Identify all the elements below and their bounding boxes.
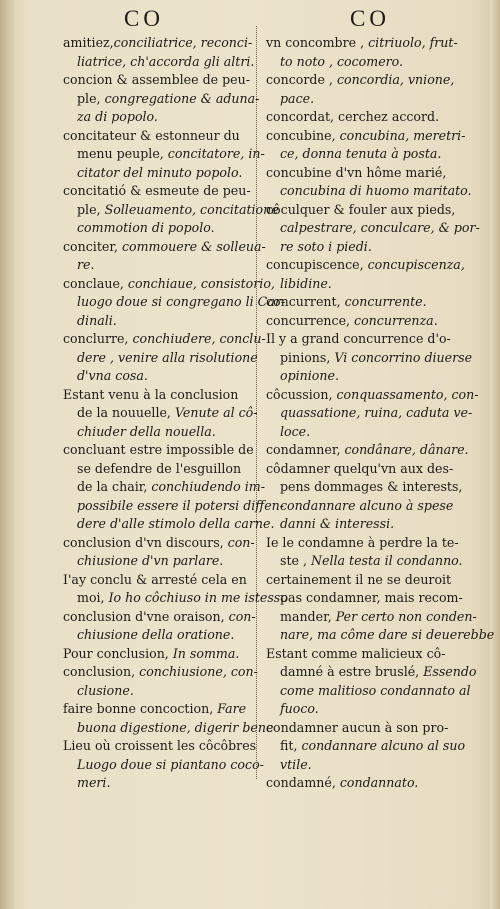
entry-line: [266, 386, 479, 405]
italian-translation: commouere & solleua-: [121, 238, 266, 254]
french-text: condamner aucun à son pro-: [266, 719, 449, 735]
french-text: Lieu où croissent les côcôbres: [63, 738, 257, 753]
italian-translation: Solleuamento, concitatione: [104, 201, 279, 217]
italian-translation: con-: [228, 608, 256, 624]
french-text: moi,: [77, 590, 109, 605]
entry-line: [63, 441, 255, 460]
entry-line: [266, 774, 466, 793]
italian-translation: fuoco.: [280, 701, 319, 716]
italian-translation: Io ho côchiuso in me istesso: [108, 590, 288, 605]
dictionary-entry: [266, 460, 466, 534]
entry-line: [63, 626, 255, 645]
entry-line: [63, 71, 255, 90]
entry-line: [266, 756, 466, 775]
dictionary-entry: [266, 571, 495, 645]
italian-translation: vtile.: [280, 756, 312, 772]
italian-translation: calpestrare, conculcare, & por-: [280, 220, 480, 235]
dictionary-entry: [63, 182, 279, 238]
entry-line: [63, 127, 255, 146]
french-text: conclusion d'vn discours,: [63, 534, 228, 550]
dictionary-entry: [63, 645, 255, 664]
entry-line: [266, 571, 466, 590]
running-header: [0, 6, 500, 34]
italian-translation: conchiudendo im-: [151, 479, 265, 494]
entry-line: [63, 404, 258, 423]
entry-line: [266, 645, 466, 664]
dictionary-entry: [63, 663, 258, 700]
french-text: pinions,: [280, 349, 335, 365]
dictionary-entry: [266, 293, 466, 312]
french-text: concurrence,: [266, 312, 355, 328]
italian-translation: chiuder della nouella.: [77, 423, 216, 439]
dictionary-entry: [266, 201, 480, 257]
french-text: fit,: [280, 738, 302, 753]
french-text: concordat, cerchez accord.: [266, 109, 440, 124]
entry-line: [63, 737, 255, 756]
italian-translation: Vi concorrino diuerse: [334, 349, 473, 365]
entry-line: [266, 534, 466, 553]
entry-line: [63, 571, 255, 590]
entry-line: [266, 663, 477, 682]
entry-line: [63, 552, 255, 571]
entry-line: [266, 589, 466, 608]
french-text: conclurre,: [63, 331, 133, 346]
italian-translation: concurrente.: [344, 294, 427, 309]
italian-translation: chiusione d'vn parlare.: [77, 553, 224, 568]
dictionary-entry: [266, 34, 466, 71]
dictionary-entry: [266, 71, 466, 108]
dictionary-entry: [63, 534, 255, 571]
french-text: pens dommages & interests,: [280, 479, 463, 494]
dictionary-entry: [63, 700, 274, 737]
french-text: conclaue,: [63, 275, 128, 291]
dictionary-entry: [266, 719, 466, 775]
italian-translation: citriuolo, frut-: [368, 35, 458, 50]
entry-line: [63, 589, 288, 608]
french-text: conclusion,: [63, 664, 140, 679]
french-text: concorde ,: [266, 72, 337, 87]
french-text: ple,: [77, 90, 105, 106]
french-text: menu peuple,: [77, 146, 168, 161]
entry-line: [63, 349, 258, 368]
italian-translation: loce.: [280, 423, 311, 439]
entry-line: [266, 626, 495, 645]
french-text: certainement il ne se deuroit: [266, 571, 452, 587]
entry-line: [63, 201, 279, 220]
french-text: Il y a grand concurrence d'o-: [266, 331, 451, 346]
italian-translation: concubina di huomo maritato.: [280, 183, 472, 198]
entry-line: [63, 497, 285, 516]
italian-translation: Nella testa il condanno.: [311, 553, 463, 568]
entry-line: [266, 293, 466, 312]
dictionary-entry: [266, 441, 469, 460]
italian-translation: dinali.: [77, 312, 117, 328]
italian-translation: concitatore, in-: [167, 146, 265, 161]
french-text: Estant venu à la conclusion: [63, 386, 239, 402]
french-text: concubine d'vn hôme marié,: [266, 164, 447, 180]
french-text: conciter,: [63, 238, 122, 254]
french-text: vn concombre ,: [266, 35, 369, 50]
entry-line: [63, 386, 255, 405]
italian-translation: dere d'alle stimolo della carne.: [77, 516, 275, 531]
entry-line: [63, 719, 274, 738]
italian-translation: libidine.: [280, 275, 332, 291]
dictionary-entry: [63, 608, 255, 645]
entry-line: [63, 53, 255, 72]
french-text: de la chair,: [77, 479, 152, 494]
dictionary-entry: [266, 386, 479, 442]
italian-translation: condânare, dânare.: [344, 442, 469, 457]
entry-line: [266, 256, 466, 275]
entry-line: [266, 700, 466, 719]
entry-line: [63, 275, 275, 294]
dictionary-entry: [63, 34, 255, 71]
dictionary-entry: [63, 441, 285, 534]
italian-translation: Fare: [217, 701, 247, 716]
entry-line: [266, 404, 473, 423]
french-text: se defendre de l'esguillon: [77, 460, 242, 476]
dictionary-entry: [63, 386, 258, 442]
entry-line: [63, 182, 255, 201]
entry-line: [63, 256, 255, 275]
entry-line: [266, 719, 466, 738]
entry-line: [266, 219, 480, 238]
entry-line: [266, 53, 466, 72]
italian-translation: buona digestione, digerir bene: [77, 719, 274, 735]
french-text: concupiscence,: [266, 257, 368, 272]
entry-line: [63, 330, 266, 349]
dictionary-entry: [63, 71, 260, 127]
entry-line: [63, 682, 255, 701]
french-text: concitatió & esmeute de peu-: [63, 183, 251, 198]
italian-translation: Essendo: [423, 664, 477, 679]
french-text: côcussion,: [266, 386, 337, 402]
entry-line: [63, 460, 255, 479]
italian-translation: re.: [77, 257, 95, 272]
entry-line: [266, 275, 466, 294]
dictionary-entry: [266, 256, 466, 293]
dictionary-entry: [63, 238, 266, 275]
entry-line: [63, 774, 255, 793]
entry-line: [63, 108, 255, 127]
entry-line: [63, 756, 264, 775]
french-text: côculquer & fouler aux pieds,: [266, 201, 456, 217]
entry-line: [63, 645, 255, 664]
right-column: [266, 34, 495, 793]
italian-translation: quassatione, ruina, caduta ve-: [280, 405, 473, 420]
italian-translation: chiusione della oratione.: [77, 627, 235, 642]
italian-translation: conchiudere, conclu-: [132, 331, 266, 346]
french-text: concluant estre impossible de: [63, 442, 254, 457]
french-text: côdamner quelqu'vn aux des-: [266, 460, 454, 476]
french-text: concitateur & estonneur du: [63, 127, 240, 143]
french-text: ple,: [77, 201, 105, 217]
entry-line: [266, 737, 466, 756]
dictionary-entry: [266, 312, 466, 331]
italian-translation: re soto i piedi.: [280, 238, 372, 254]
entry-line: [266, 608, 477, 627]
page-gutter: [0, 0, 14, 909]
french-text: Pour conclusion,: [63, 645, 173, 661]
entry-line: [266, 164, 466, 183]
italian-translation: concurrenza.: [354, 312, 438, 328]
dictionary-entry: [63, 330, 266, 386]
italian-translation: dere , venire alla risolutione: [77, 349, 258, 365]
italian-translation: commotion di popolo.: [77, 220, 215, 235]
dictionary-entry: [266, 108, 466, 127]
left-column: [63, 34, 288, 793]
dictionary-entry: [266, 774, 466, 793]
french-text: pas condamner, mais recom-: [280, 590, 463, 605]
french-text: damné à estre bruslé,: [280, 664, 424, 679]
entry-line: [266, 90, 466, 109]
entry-line: [266, 423, 466, 442]
italian-translation: luogo doue si congregano li Car-: [77, 294, 286, 309]
italian-translation: to noto , cocomero.: [280, 53, 404, 69]
dictionary-entry: [266, 330, 473, 386]
entry-line: [266, 682, 471, 701]
entry-line: [63, 145, 265, 164]
dictionary-entry: [266, 534, 466, 571]
italian-translation: conciliatrice, reconci-: [113, 35, 253, 50]
french-text: de la nouuelle,: [77, 405, 175, 420]
italian-translation: condannare alcuno al suo: [301, 738, 466, 753]
dictionary-entry: [266, 127, 466, 164]
header-left: CO: [124, 6, 164, 31]
italian-translation: pace.: [280, 90, 315, 106]
entry-line: [63, 90, 260, 109]
italian-translation: d'vna cosa.: [77, 368, 148, 383]
entry-line: [266, 515, 466, 534]
italian-translation: opinione.: [280, 368, 339, 383]
italian-translation: In somma.: [172, 645, 240, 661]
italian-translation: concubina, meretri-: [339, 127, 466, 143]
french-text: mander,: [280, 608, 336, 624]
italian-translation: ce, donna tenuta à posta.: [280, 146, 442, 161]
french-text: concion & assemblee de peu-: [63, 72, 250, 87]
entry-line: [63, 219, 255, 238]
french-text: Estant comme malicieux cô-: [266, 645, 446, 661]
french-text: faire bonne concoction,: [63, 701, 218, 716]
entry-line: [266, 34, 466, 53]
entry-line: [63, 423, 255, 442]
italian-translation: congregatione & aduna-: [104, 90, 260, 106]
italian-translation: citator del minuto popolo.: [77, 164, 243, 180]
dictionary-entry: [266, 164, 472, 201]
entry-line: [63, 663, 258, 682]
french-text: I'ay conclu & arresté cela en: [63, 571, 247, 587]
header-right: CO: [350, 6, 390, 31]
entry-line: [266, 182, 472, 201]
entry-line: [63, 367, 255, 386]
entry-line: [266, 127, 466, 146]
entry-line: [266, 478, 466, 497]
entry-line: [63, 608, 255, 627]
entry-line: [266, 238, 466, 257]
entry-line: [266, 145, 466, 164]
dictionary-entry: [63, 571, 288, 608]
entry-line: [266, 552, 466, 571]
italian-translation: conchiusione, con-: [139, 664, 258, 679]
french-text: conclusion d'vne oraison,: [63, 608, 229, 624]
entry-line: [63, 534, 255, 553]
french-text: Ie le condamne à perdre la te-: [266, 534, 459, 550]
dictionary-entry: [266, 645, 477, 719]
entry-line: [63, 164, 255, 183]
french-text: concurrent,: [266, 294, 345, 309]
entry-line: [63, 312, 255, 331]
italian-translation: Per certo non conden-: [335, 608, 477, 624]
entry-line: [266, 460, 466, 479]
entry-line: [266, 441, 469, 460]
entry-line: [266, 349, 473, 368]
french-text: condamné,: [266, 775, 340, 790]
italian-translation: Venute al cô-: [174, 405, 258, 420]
entry-line: [63, 238, 266, 257]
dictionary-entry: [63, 737, 264, 793]
italian-translation: concupiscenza,: [367, 257, 465, 272]
italian-translation: come malitioso condannato al: [280, 682, 471, 698]
italian-translation: liatrice, ch'accorda gli altri.: [77, 53, 255, 69]
dictionary-entry: [63, 275, 286, 331]
italian-translation: condannare alcuno à spese: [280, 497, 454, 513]
entry-line: [266, 367, 466, 386]
entry-line: [266, 330, 466, 349]
french-text: ste ,: [280, 553, 311, 568]
italian-translation: condannato.: [339, 775, 419, 790]
italian-translation: Luogo doue si piantano coco-: [77, 756, 264, 772]
italian-translation: za di popolo.: [77, 109, 158, 124]
italian-translation: possibile essere il potersi diffen-: [77, 497, 285, 513]
entry-line: [266, 312, 466, 331]
entry-line: [266, 497, 466, 516]
french-text: amitiez,: [63, 35, 114, 50]
italian-translation: concordia, vnione,: [336, 72, 455, 87]
entry-line: [266, 201, 466, 220]
entry-line: [63, 515, 275, 534]
italian-translation: danni & interessi.: [280, 516, 395, 531]
italian-translation: nare, ma côme dare si deuerebbe: [280, 627, 495, 642]
entry-line: [63, 700, 255, 719]
italian-translation: conchiaue, consistorio,: [127, 275, 275, 291]
italian-translation: meri.: [77, 775, 111, 790]
italian-translation: con-: [227, 534, 255, 550]
entry-line: [63, 293, 286, 312]
entry-line: [266, 108, 466, 127]
italian-translation: conquassamento, con-: [336, 386, 479, 402]
french-text: concubine,: [266, 127, 340, 143]
entry-line: [63, 34, 255, 53]
dictionary-entry: [63, 127, 265, 183]
page-edge: [490, 0, 500, 909]
italian-translation: clusione.: [77, 682, 134, 698]
entry-line: [63, 478, 265, 497]
entry-line: [266, 71, 466, 90]
french-text: condamner,: [266, 442, 345, 457]
